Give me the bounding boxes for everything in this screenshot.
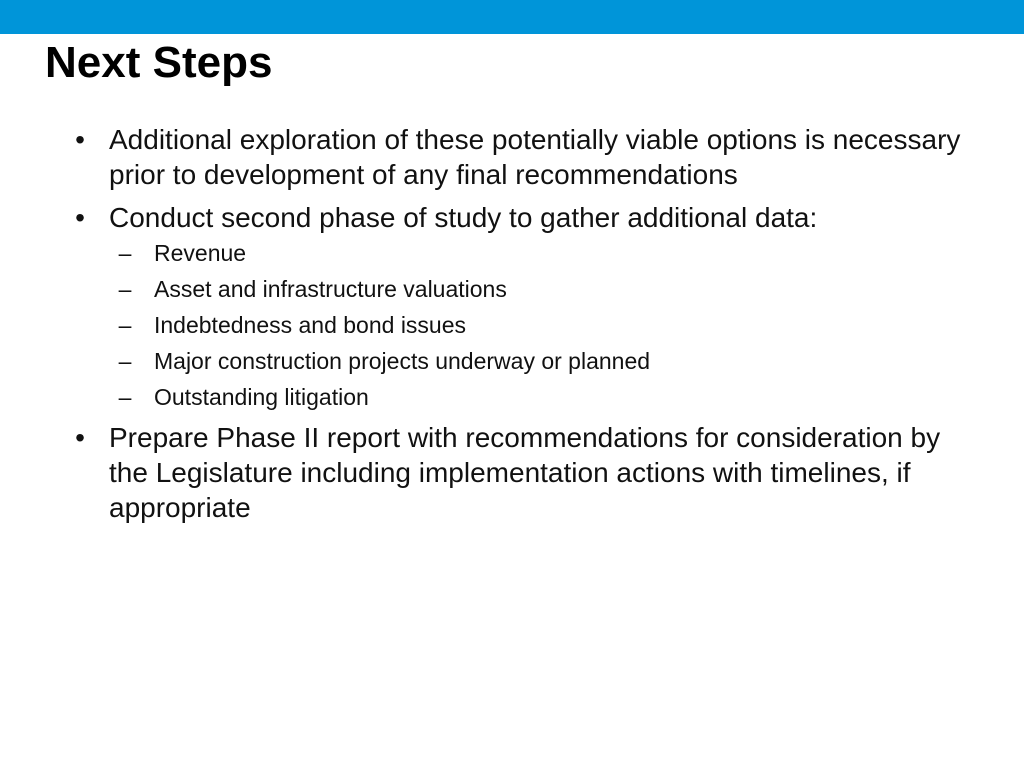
bullet-list (0, 122, 1024, 525)
bullet-dot-icon: • (75, 124, 85, 155)
sub-bullet-text: Asset and infrastructure valuations (154, 276, 507, 302)
slide-title: Next Steps (45, 38, 273, 87)
bullet-dot-icon: • (75, 202, 85, 233)
sub-bullet-item (109, 310, 964, 340)
sub-bullet-list (109, 238, 964, 412)
sub-bullet-item (109, 274, 964, 304)
sub-bullet-item (109, 382, 964, 412)
bullet-item (0, 122, 1024, 192)
bullet-text: Additional exploration of these potentially viable options is necessary prior to development of any final recommendations (109, 124, 961, 190)
dash-icon: – (118, 348, 132, 374)
bullet-item (0, 420, 1024, 525)
sub-bullet-item (109, 238, 964, 268)
sub-bullet-item (109, 346, 964, 376)
dash-icon: – (118, 240, 132, 266)
sub-bullet-text: Revenue (154, 240, 247, 266)
sub-bullet-text: Outstanding litigation (154, 384, 369, 410)
sub-bullet-text: Indebtedness and bond issues (154, 312, 467, 338)
dash-icon: – (118, 384, 132, 410)
bullet-dot-icon: • (75, 422, 85, 453)
top-accent-bar (0, 0, 1024, 34)
bullet-item (0, 200, 1024, 412)
sub-bullet-text: Major construction projects underway or planned (154, 348, 651, 374)
bullet-text: Prepare Phase II report with recommendations for consideration by the Legislature including implementation actions with timelines, if appropriate (109, 422, 941, 523)
slide-content (0, 122, 1024, 533)
bullet-text: Conduct second phase of study to gather additional data: (109, 202, 818, 233)
dash-icon: – (118, 312, 132, 338)
dash-icon: – (118, 276, 132, 302)
